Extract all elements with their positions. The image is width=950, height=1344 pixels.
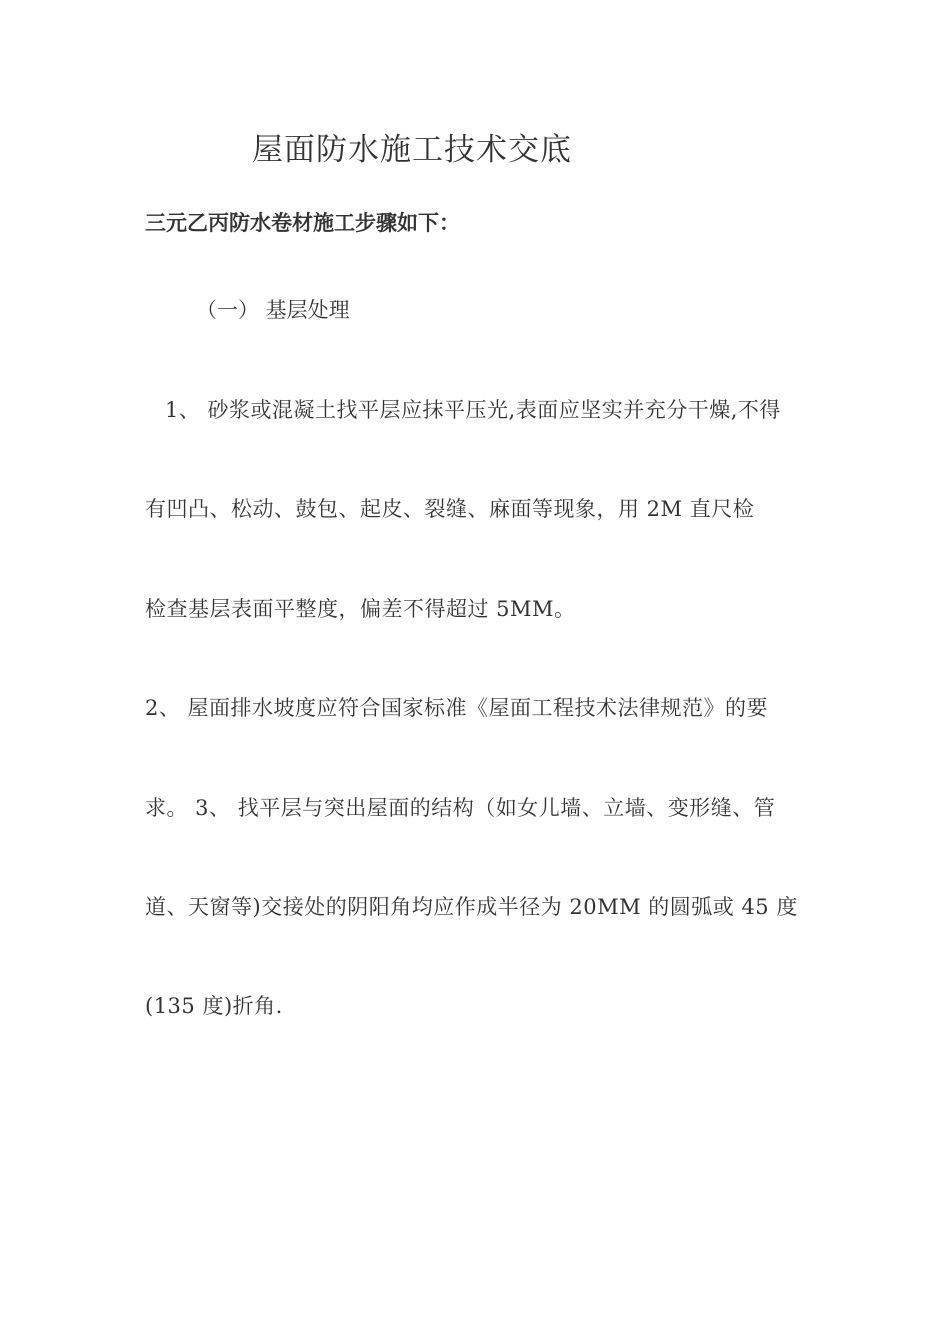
document-subtitle: 三元乙丙防水卷材施工步骤如下： (145, 211, 460, 235)
paragraph-line: 2、 屋面排水坡度应符合国家标准《屋面工程技术法律规范》的要 (145, 696, 769, 720)
paragraph-line: 道、天窗等)交接处的阴阳角均应作成半径为 20MM 的圆弧或 45 度 (145, 895, 798, 919)
paragraph-line: 1、 砂浆或混凝土找平层应抹平压光,表面应坚实并充分干燥,不得 (165, 398, 781, 422)
paragraph-line: (135 度)折角. (145, 994, 283, 1018)
paragraph-line: 有凹凸、松动、鼓包、起皮、裂缝、麻面等现象，用 2M 直尺检 (145, 497, 755, 521)
paragraph-line: 求。 3、 找平层与突出屋面的结构（如女儿墙、立墙、变形缝、管 (145, 796, 776, 820)
section-heading: （一） 基层处理 (196, 298, 350, 322)
paragraph-line: 检查基层表面平整度，偏差不得超过 5MM。 (145, 597, 576, 621)
document-title: 屋面防水施工技术交底 (252, 132, 572, 168)
